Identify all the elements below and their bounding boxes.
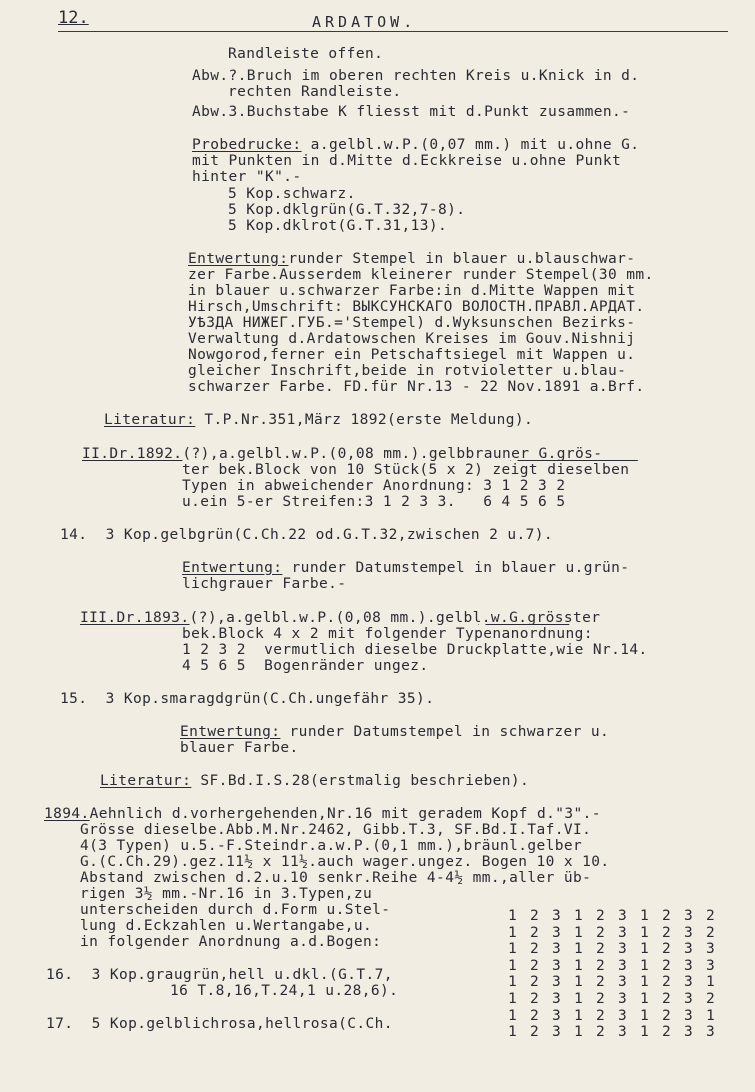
text-line: 15. 3 Kop.smaragdgrün(C.Ch.ungefähr 35).	[60, 691, 435, 707]
underlined-term	[104, 412, 195, 428]
underlined-term	[510, 446, 638, 462]
text-line: 5 Kop.dklrot(G.T.31,13).	[228, 218, 448, 234]
grid-cell: 1	[640, 1024, 649, 1041]
grid-cell: 1	[508, 908, 517, 924]
text-line: Nowgorod,ferner ein Petschaftsiegel mit Wappen u.	[188, 347, 636, 363]
grid-cell: 2	[596, 1024, 605, 1041]
text-line: Abw.3.Buchstabe K fliesst mit d.Punkt zusammen.-	[192, 104, 631, 120]
grid-cell: 2	[530, 974, 539, 991]
text-line: G.(C.Ch.29).gez.11½ x 11½.auch wager.ungez. Bogen 10 x 10.	[80, 854, 610, 870]
text-line: in blauer u.schwarzer Farbe:in d.Mitte Wappen mit	[188, 283, 636, 299]
text-line: in folgender Anordnung a.d.Bogen:	[80, 934, 382, 950]
text-line: Hirsch,Umschrift: ВЫКСУНСКАГО ВОЛОСТН.ПРАВЛ.АРДАТ.	[188, 299, 645, 315]
grid-cell: 3	[552, 941, 561, 958]
text-line: Randleiste offen.	[228, 46, 384, 62]
text-line: rigen 3½ mm.-Nr.16 in 3.Typen,zu	[80, 886, 373, 902]
text-line: schwarzer Farbe. FD.für Nr.13 - 22 Nov.1891 a.Brf.	[188, 379, 645, 395]
underlined-term	[478, 610, 569, 626]
grid-cell: 1	[574, 1007, 583, 1024]
underlined-term	[180, 724, 280, 740]
text-line: blauer Farbe.	[180, 740, 299, 756]
grid-row	[508, 1024, 728, 1041]
grid-cell: 3	[618, 941, 627, 958]
grid-cell: 1	[508, 924, 517, 941]
grid-cell: 1	[508, 990, 517, 1007]
text-line: Literatur: T.P.Nr.351,März 1892(erste Meldung).	[104, 412, 534, 428]
underlined-term	[82, 446, 182, 462]
text-line: 14. 3 Kop.gelbgrün(C.Ch.22 od.G.T.32,zwischen 2 u.7).	[60, 527, 554, 543]
grid-cell: 1	[574, 974, 583, 991]
grid-cell: 1	[508, 1007, 517, 1024]
grid-cell: 3	[684, 957, 693, 974]
grid-cell: 1	[574, 924, 583, 941]
grid-cell: 3	[706, 957, 715, 974]
grid-cell: 1	[574, 1024, 583, 1041]
grid-cell: 2	[530, 1024, 539, 1041]
grid-cell: 1	[640, 941, 649, 958]
text-line: 5 Kop.dklgrün(G.T.32,7-8).	[228, 202, 466, 218]
grid-cell: 3	[552, 924, 561, 941]
text-line: Entwertung:runder Stempel in blauer u.blauschwar-	[188, 251, 636, 267]
grid-cell: 1	[640, 957, 649, 974]
grid-row	[508, 958, 728, 975]
grid-cell: 2	[596, 990, 605, 1007]
grid-cell: 1	[574, 941, 583, 958]
grid-cell: 3	[552, 1007, 561, 1024]
grid-cell: 3	[552, 990, 561, 1007]
grid-cell: 1	[640, 924, 649, 941]
grid-cell: 2	[596, 908, 605, 924]
grid-cell: 1	[508, 941, 517, 958]
grid-cell: 3	[684, 941, 693, 958]
grid-cell: 1	[508, 957, 517, 974]
grid-cell: 1	[640, 1007, 649, 1024]
grid-cell: 3	[706, 941, 715, 958]
text-line: 1894.Aehnlich d.vorhergehenden,Nr.16 mit geradem Kopf d."3".-	[44, 806, 601, 822]
grid-cell: 1	[574, 908, 583, 924]
grid-row	[508, 925, 728, 942]
text-line: ter bek.Block von 10 Stück(5 x 2) zeigt dieselben	[182, 462, 630, 478]
grid-cell: 1	[574, 990, 583, 1007]
grid-cell: 3	[618, 1024, 627, 1041]
grid-cell: 1	[640, 908, 649, 924]
text-line: u.ein 5-er Streifen:3 1 2 3 3. 6 4 5 6 5	[182, 494, 566, 510]
text-line: Probedrucke: a.gelbl.w.P.(0,07 mm.) mit u.ohne G.	[192, 137, 640, 153]
grid-cell: 2	[662, 908, 671, 924]
grid-cell: 3	[684, 1024, 693, 1041]
grid-cell: 1	[640, 974, 649, 991]
text-line: Entwertung: runder Datumstempel in schwarzer u.	[180, 724, 610, 740]
grid-cell: 1	[640, 990, 649, 1007]
text-line: Literatur: SF.Bd.I.S.28(erstmalig beschrieben).	[100, 773, 530, 789]
grid-cell: 3	[618, 957, 627, 974]
grid-cell: 2	[530, 941, 539, 958]
grid-cell: 2	[706, 908, 715, 924]
grid-cell: 2	[662, 941, 671, 958]
page-title: ARDATOW.	[312, 13, 417, 31]
grid-cell: 2	[530, 1007, 539, 1024]
grid-cell: 2	[662, 1007, 671, 1024]
text-line: Typen in abweichender Anordnung: 3 1 2 3 2	[182, 478, 566, 494]
text-line: Entwertung: runder Datumstempel in blauer u.grün-	[182, 560, 630, 576]
grid-cell: 2	[662, 957, 671, 974]
text-line: Abw.?.Bruch im oberen rechten Kreis u.Knick in d.	[192, 68, 640, 84]
grid-cell: 2	[706, 990, 715, 1007]
underlined-term	[44, 806, 90, 822]
text-line: Grösse dieselbe.Abb.M.Nr.2462, Gibb.T.3, SF.Bd.I.Taf.VI.	[80, 822, 592, 838]
text-line: hinter "K".-	[192, 169, 302, 185]
underlined-term	[188, 251, 288, 267]
grid-cell: 2	[530, 908, 539, 924]
text-line: bek.Block 4 x 2 mit folgender Typenanordnung:	[182, 626, 593, 642]
text-line: lichgrauer Farbe.-	[182, 576, 347, 592]
grid-row	[508, 941, 728, 958]
grid-cell: 3	[618, 924, 627, 941]
grid-cell: 2	[530, 957, 539, 974]
grid-cell: 2	[596, 1007, 605, 1024]
text-line: 4(3 Typen) u.5.-F.Steindr.a.w.P.(0,1 mm.),bräunl.gelber	[80, 838, 583, 854]
grid-cell: 2	[662, 990, 671, 1007]
grid-cell: 2	[706, 924, 715, 941]
text-line: 16. 3 Kop.graugrün,hell u.dkl.(G.T.7,	[46, 967, 393, 983]
grid-cell: 2	[596, 941, 605, 958]
grid-cell: 3	[684, 974, 693, 991]
text-line: Abstand zwischen d.2.u.10 senkr.Reihe 4-4½ mm.,aller üb-	[80, 870, 592, 886]
grid-cell: 3	[618, 990, 627, 1007]
text-line: 4 5 6 5 Bogenränder ungez.	[182, 658, 429, 674]
grid-row	[508, 991, 728, 1008]
underlined-term	[192, 137, 302, 153]
text-line: gleicher Inschrift,beide in rotvioletter u.blau-	[188, 363, 627, 379]
grid-cell: 3	[684, 990, 693, 1007]
grid-cell: 2	[596, 974, 605, 991]
text-line: III.Dr.1893.(?),a.gelbl.w.P.(0,08 mm.).gelbl.w.G.grösster	[80, 610, 601, 626]
text-line: zer Farbe.Ausserdem kleinerer runder Stempel(30 mm.	[188, 267, 654, 283]
text-line: rechten Randleiste.	[228, 84, 402, 100]
grid-cell: 2	[596, 957, 605, 974]
page-number: 12.	[58, 8, 89, 28]
grid-cell: 3	[684, 924, 693, 941]
type-arrangement-grid	[508, 908, 728, 1041]
grid-cell: 3	[684, 1007, 693, 1024]
grid-cell: 2	[596, 924, 605, 941]
text-line: 1 2 3 2 vermutlich dieselbe Druckplatte,wie Nr.14.	[182, 642, 648, 658]
text-line: 16 T.8,16,T.24,1 u.28,6).	[170, 983, 399, 999]
grid-row	[508, 1008, 728, 1025]
text-line: УѢЗДА НИЖЕГ.ГУБ.='Stempel) d.Wyksunschen Bezirks-	[188, 315, 636, 331]
grid-cell: 2	[530, 924, 539, 941]
underlined-term	[182, 560, 282, 576]
grid-cell: 3	[618, 908, 627, 924]
grid-cell: 3	[706, 1024, 715, 1041]
grid-cell: 2	[662, 1024, 671, 1041]
grid-cell: 2	[662, 924, 671, 941]
grid-cell: 2	[662, 974, 671, 991]
grid-cell: 3	[552, 908, 561, 924]
grid-cell: 1	[706, 1007, 715, 1024]
grid-cell: 3	[684, 908, 693, 924]
grid-row	[508, 908, 728, 925]
grid-cell: 1	[508, 1024, 517, 1041]
grid-cell: 2	[530, 990, 539, 1007]
grid-cell: 3	[618, 1007, 627, 1024]
text-line: mit Punkten in d.Mitte d.Eckkreise u.ohne Punkt	[192, 153, 622, 169]
grid-cell: 1	[706, 974, 715, 991]
grid-row	[508, 974, 728, 991]
grid-cell: 1	[574, 957, 583, 974]
underlined-term	[100, 773, 191, 789]
text-line: 17. 5 Kop.gelblichrosa,hellrosa(C.Ch.	[46, 1016, 393, 1032]
grid-cell: 3	[552, 957, 561, 974]
grid-cell: 3	[552, 974, 561, 991]
header-rule	[58, 31, 728, 32]
text-line: II.Dr.1892.(?),a.gelbl.w.P.(0,08 mm.).gelbbrauner G.grös-	[82, 446, 603, 462]
underlined-term	[80, 610, 190, 626]
text-line: unterscheiden durch d.Form u.Stel-	[80, 902, 391, 918]
grid-cell: 3	[552, 1024, 561, 1041]
text-line: Verwaltung d.Ardatowschen Kreises im Gouv.Nishnij	[188, 331, 636, 347]
text-line: 5 Kop.schwarz.	[228, 186, 356, 202]
grid-cell: 3	[618, 974, 627, 991]
text-line: lung d.Eckzahlen u.Wertangabe,u.	[80, 918, 373, 934]
grid-cell: 1	[508, 974, 517, 991]
